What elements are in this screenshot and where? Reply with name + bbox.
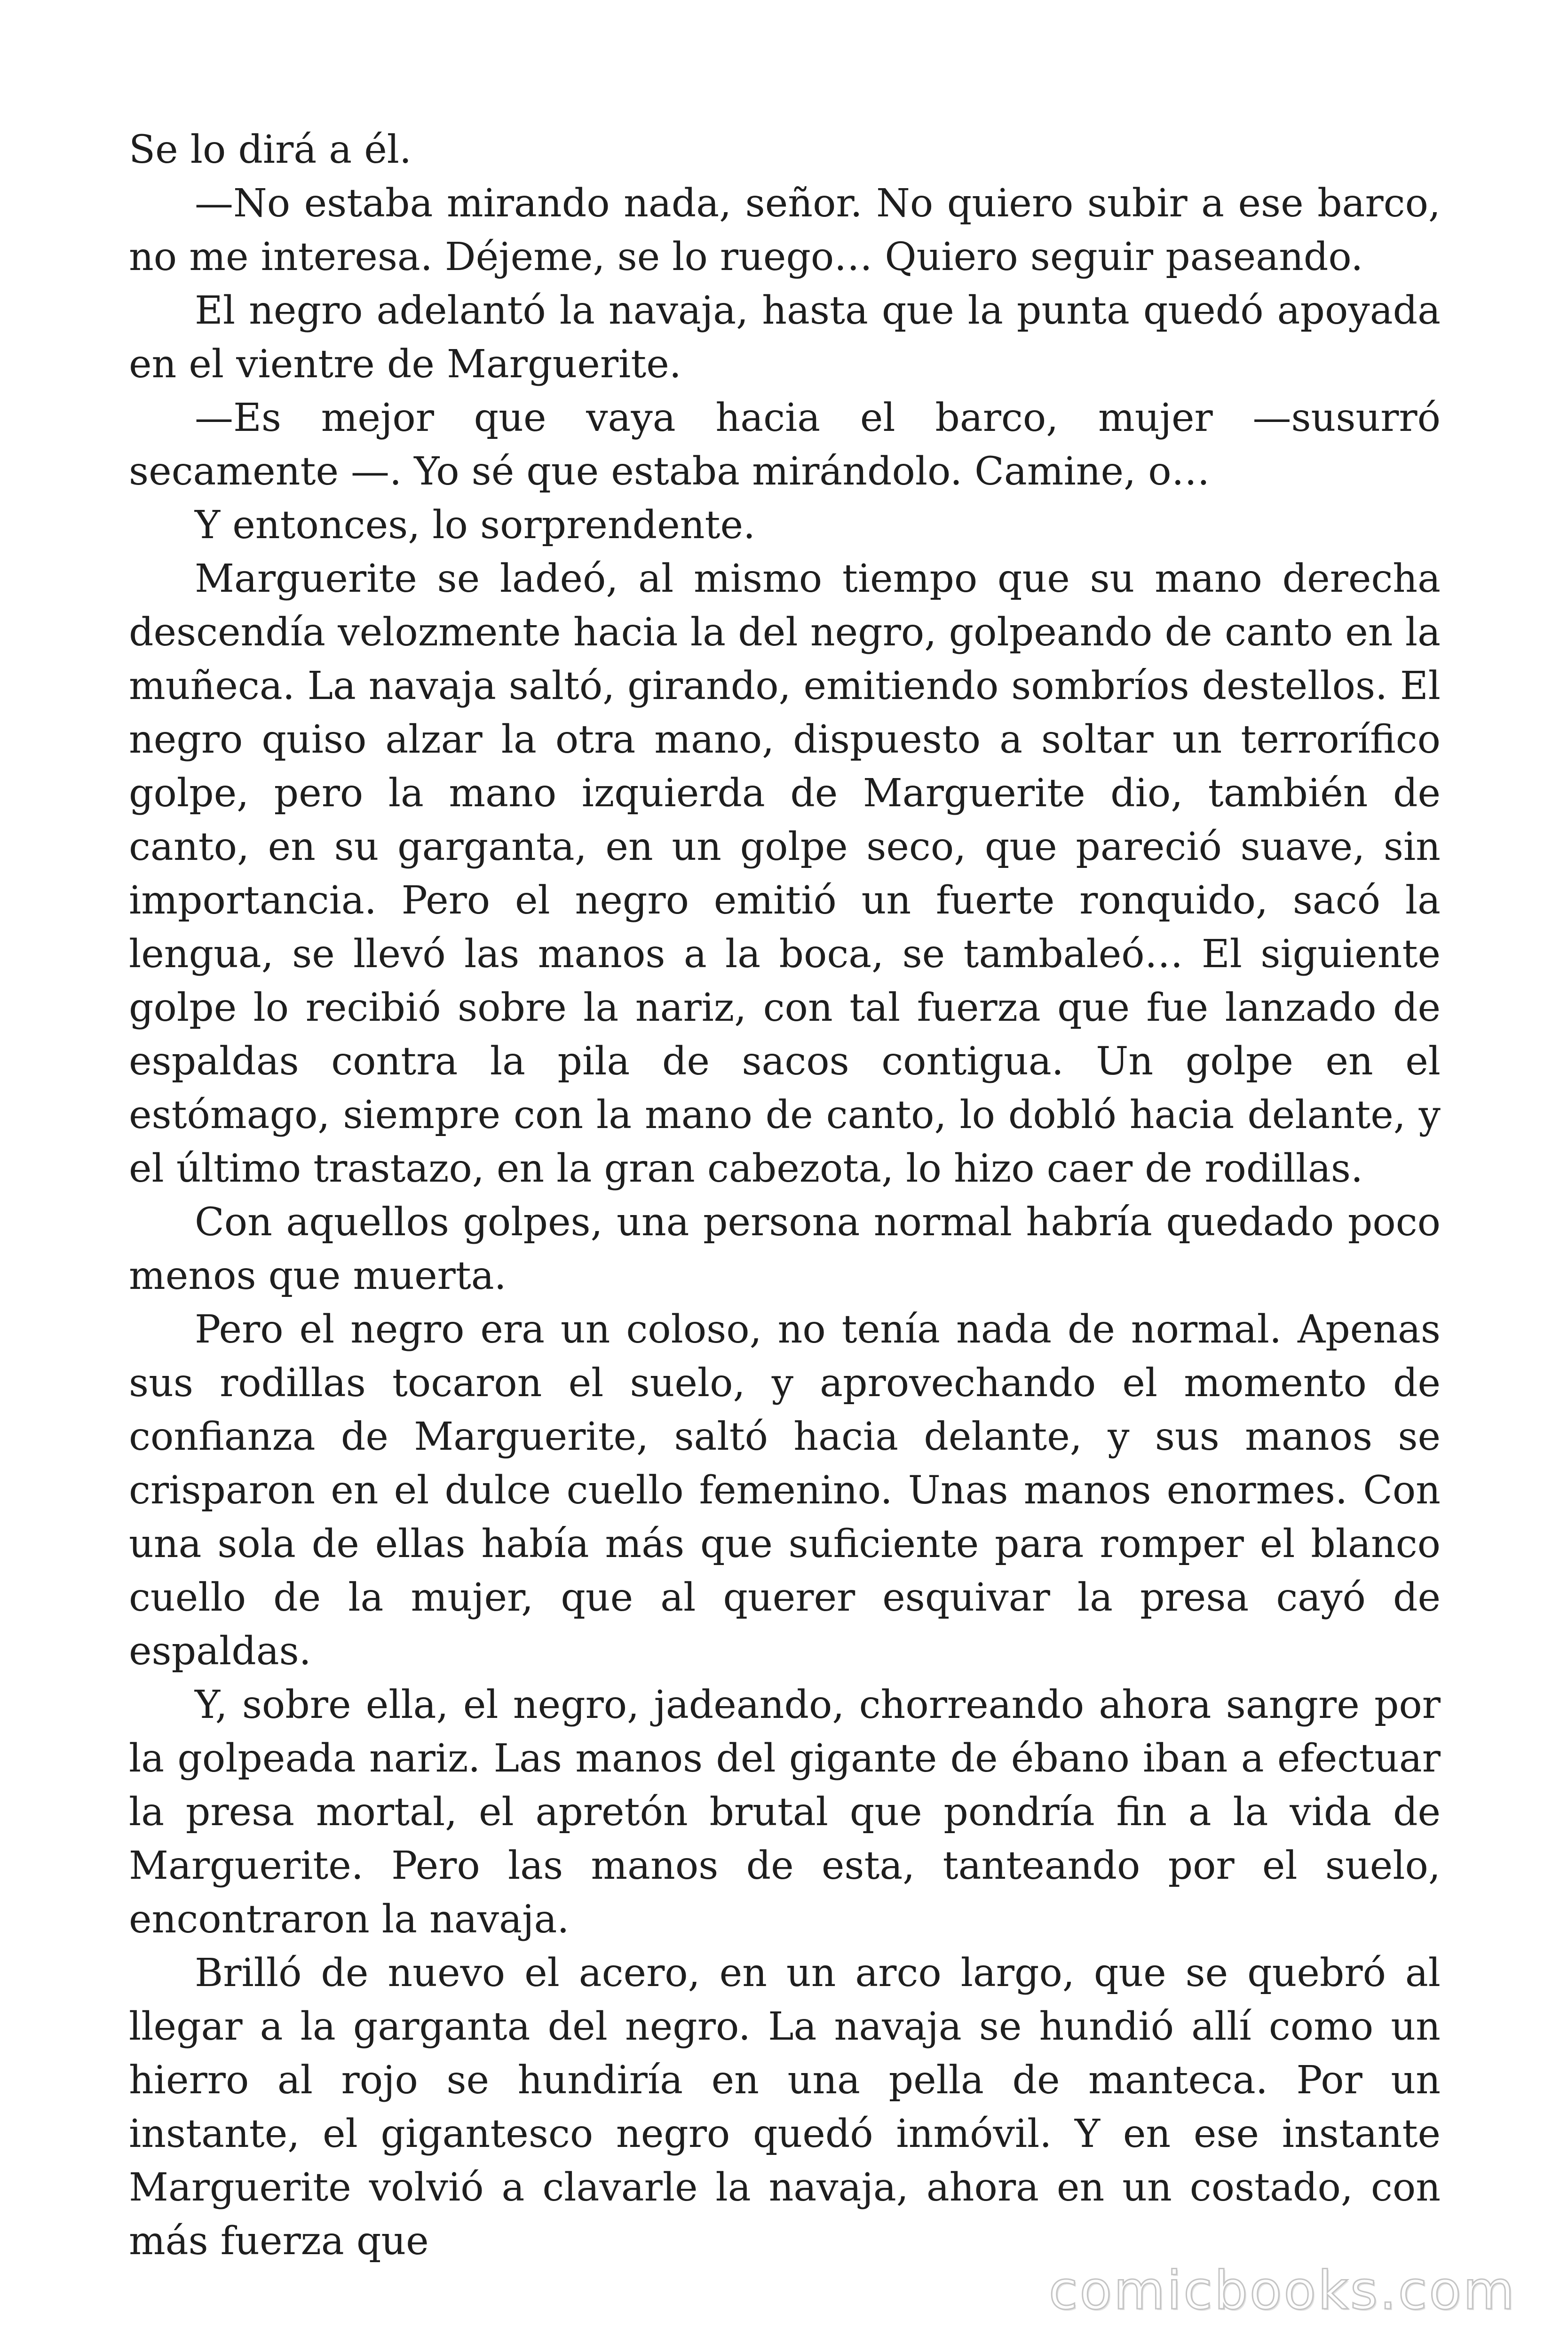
paragraph: Con aquellos golpes, una persona normal habría quedado poco menos que muerta. [129,1200,1441,1298]
watermark: comicbooks.com [1048,2260,1516,2321]
paragraph: —No estaba mirando nada, señor. No quiero subir a ese barco, no me interesa. Déjeme, se lo ruego… Quiero seguir paseando. [129,181,1441,279]
paragraph: Y, sobre ella, el negro, jadeando, chorreando ahora sangre por la golpeada nariz. Las manos del gigante de ébano iban a efectuar la presa mortal, el apretón brutal que pondría fin a la vida de Marguerite. Pero las manos de esta, tanteando por el suelo, encontraron la navaja. [129,1683,1441,1942]
paragraph: El negro adelantó la navaja, hasta que la punta quedó apoyada en el vientre de Marguerite. [129,288,1441,387]
body-text [129,123,1441,2268]
paragraph: —Es mejor que vaya hacia el barco, mujer —susurró secamente —. Yo sé que estaba mirándolo. Camine, o… [129,396,1441,494]
paragraph: Brilló de nuevo el acero, en un arco largo, que se quebró al llegar a la garganta del negro. La navaja se hundió allí como un hierro al rojo se hundiría en una pella de manteca. Por un instante, el gigantesco negro quedó inmóvil. Y en ese instante Marguerite volvió a clavarle la navaja, ahora en un costado, con más fuerza que [129,1951,1441,2264]
paragraph: Marguerite se ladeó, al mismo tiempo que su mano derecha descendía velozmente hacia la del negro, golpeando de canto en la muñeca. La navaja saltó, girando, emitiendo sombríos destellos. El negro quiso alzar la otra mano, dispuesto a soltar un terrorífico golpe, pero la mano izquierda de Marguerite dio, también de canto, en su garganta, en un golpe seco, que pareció suave, sin importancia. Pero el negro emitió un fuerte ronquido, sacó la lengua, se llevó las manos a la boca, se tambaleó… El siguiente golpe lo recibió sobre la nariz, con tal fuerza que fue lanzado de espaldas contra la pila de sacos contigua. Un golpe en el estómago, siempre con la mano de canto, lo dobló hacia delante, y el último trastazo, en la gran cabezota, lo hizo caer de rodillas. [129,556,1441,1191]
paragraph: Se lo dirá a él. [129,127,412,172]
paragraph: Y entonces, lo sorprendente. [195,503,756,548]
paragraph: Pero el negro era un coloso, no tenía nada de normal. Apenas sus rodillas tocaron el suelo, y aprovechando el momento de confianza de Marguerite, saltó hacia delante, y sus manos se crisparon en el dulce cuello femenino. Unas manos enormes. Con una sola de ellas había más que suficiente para romper el blanco cuello de la mujer, que al querer esquivar la presa cayó de espaldas. [129,1307,1441,1674]
